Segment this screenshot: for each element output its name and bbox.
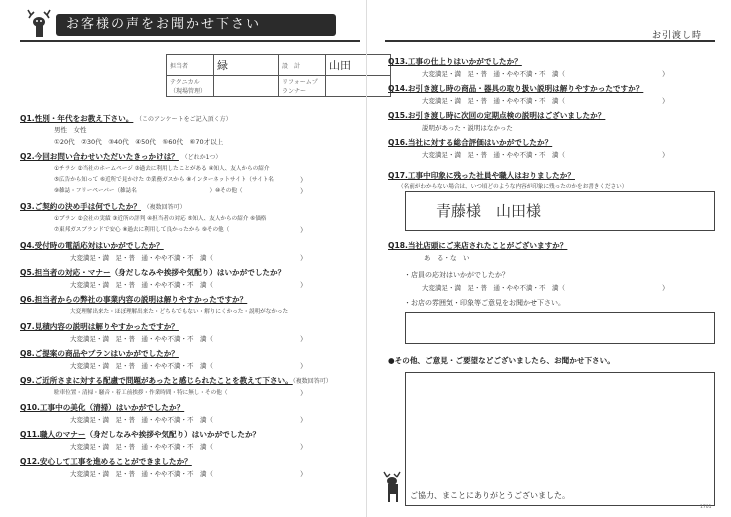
q8-rating-scale[interactable]: 大変満足・満 足・普 通・やや不満・不 満（	[70, 362, 213, 370]
q11-rating-scale[interactable]: 大変満足・満 足・普 通・やや不満・不 満（	[70, 443, 213, 451]
closing-paren: ）	[300, 443, 307, 451]
q18-staff-response-question: ・店員の応対はいかがでしたか？	[404, 271, 509, 279]
q18-visit-options[interactable]: あ る・な い	[424, 254, 470, 262]
question-q2: Q2.今回お問い合わせいただいたきっかけは？ （どれか1つ）	[20, 152, 222, 161]
closing-paren: ）	[662, 70, 669, 78]
survey-title: お客様の声をお聞かせ下さい	[56, 14, 336, 36]
q6-understanding-scale[interactable]: 大変理解出来た・ほぼ理解出来た・どちらでもない・解りにくかった・説明がなかった	[70, 309, 289, 315]
q18-impression-box[interactable]	[405, 312, 715, 344]
q17-handwritten-answer: 青藤様 山田様	[436, 202, 542, 220]
closing-paren: ）	[300, 335, 307, 343]
staff-label: リフォームプランナー	[279, 76, 326, 97]
staff-table	[166, 54, 391, 97]
other-comments-box[interactable]	[405, 372, 715, 506]
question-q1: Q1.性別・年代をお教え下さい。 （このアンケートをご記入頂く方）	[20, 114, 232, 123]
question-q16: Q16.当社に対する総合評価はいかがでしたか？	[388, 138, 553, 147]
q16-rating-scale[interactable]: 大変満足・満 足・普 通・やや不満・不 満（	[422, 151, 565, 159]
closing-paren: ）	[300, 254, 307, 262]
deer-logo-icon	[22, 6, 56, 40]
staff-label: 担当者	[167, 55, 214, 76]
closing-paren: ）	[662, 151, 669, 159]
q1-gender-options[interactable]: 男性 女性	[54, 126, 87, 134]
closing-paren: ）	[662, 284, 669, 292]
question-q11: Q11.職人のマナー（身だしなみや挨拶や気配り）はいかがでしたか？	[20, 430, 261, 439]
header-divider	[20, 40, 360, 42]
staff-value: 山田	[326, 55, 391, 76]
staff-label: テクニカル（現場管理）	[167, 76, 214, 97]
closing-paren: ）	[300, 226, 307, 234]
question-q15: Q15.お引き渡し時に次回の定期点検の説明はございましたか？	[388, 111, 606, 120]
question-q8: Q8.ご提案の商品やプランはいかがでしたか？	[20, 349, 179, 358]
question-q7: Q7.見積内容の説明は解りやすかったですか？	[20, 322, 179, 331]
handover-label: お引渡し時	[652, 31, 703, 41]
q2-options-line1[interactable]: ①チラシ ②当社のホームページ ③過去に利用したことがある ④知人、友人からの紹介	[54, 166, 270, 172]
deer-footer-icon	[380, 470, 406, 504]
closing-paren: ）	[300, 416, 307, 424]
closing-paren: ）	[300, 389, 307, 397]
question-q9: Q9.ご近所さまに対する配慮で問題があったと感じられたことを教えて下さい。（複数回答可）	[20, 376, 332, 385]
q2-options-line2[interactable]: ⑤広告から知って ⑥近所で見かけた ⑦業務ガスから ⑧インターネットサイト（サイト名	[54, 177, 274, 183]
q18-store-impression-question: ・お店の雰囲気・印象等ご意見をお聞かせ下さい。	[404, 299, 565, 307]
q7-rating-scale[interactable]: 大変満足・満 足・普 通・やや不満・不 満（	[70, 335, 213, 343]
page-fold	[366, 0, 367, 517]
q17-instruction: （名前がわからない場合は、いつ頃どのような内容が印象に残ったのかをお書きください）	[398, 184, 628, 190]
q12-rating-scale[interactable]: 大変満足・満 足・普 通・やや不満・不 満（	[70, 470, 213, 478]
q3-options-line2[interactable]: ⑦東邦ガスブランドで安心 ⑧過去に利用して良かったから ⑨その他（	[54, 227, 230, 233]
closing-paren: ）	[300, 470, 307, 478]
closing-paren: ）	[300, 362, 307, 370]
question-q10: Q10.工事中の美化（清掃）はいかがでしたか？	[20, 403, 185, 412]
q17-answer-box[interactable]	[405, 191, 715, 231]
question-q14: Q14.お引き渡し時の商品・器具の取り扱い説明は解りやすかったですか？	[388, 84, 644, 93]
q13-rating-scale[interactable]: 大変満足・満 足・普 通・やや不満・不 満（	[422, 70, 565, 78]
question-q17: Q17.工事中印象に残った社員や職人はおりましたか？	[388, 171, 575, 180]
question-q13: Q13.工事の仕上りはいかがでしたか？	[388, 57, 522, 66]
q9-options[interactable]: 駐車位置・清掃・騒音・着工前挨拶・作業時間・特に無し・その他（	[54, 390, 228, 396]
q4-rating-scale[interactable]: 大変満足・満 足・普 通・やや不満・不 満（	[70, 254, 213, 262]
thank-you-message: ご協力、まことにありがとうございました。	[410, 491, 570, 500]
q14-rating-scale[interactable]: 大変満足・満 足・普 通・やや不満・不 満（	[422, 97, 565, 105]
question-q18: Q18.当社店頭にご来店されたことがございますか？	[388, 241, 568, 250]
q18-staff-rating-scale[interactable]: 大変満足・満 足・普 通・やや不満・不 満（	[422, 284, 565, 292]
question-q12: Q12.安心して工事を進めることができましたか？	[20, 457, 192, 466]
q2-options-line3[interactable]: ⑨雑誌・フリーペーパー（雑誌名 ）⑩その他（	[54, 188, 243, 194]
closing-paren: ）	[662, 97, 669, 105]
question-q4: Q4.受付時の電話応対はいかがでしたか？	[20, 241, 164, 250]
question-q6: Q6.担当者からの弊社の事業内容の説明は解りやすかったですか？	[20, 295, 248, 304]
question-q5: Q5.担当者の対応・マナー（身だしなみや挨拶や気配り）はいかがでしたか？	[20, 268, 286, 277]
q10-rating-scale[interactable]: 大変満足・満 足・普 通・やや不満・不 満（	[70, 416, 213, 424]
closing-paren: ）	[300, 281, 307, 289]
staff-value	[326, 76, 391, 97]
staff-value	[214, 76, 279, 97]
closing-paren: ）	[300, 176, 307, 184]
staff-value: 緑	[214, 55, 279, 76]
other-comments-label: ●その他、ご意見・ご要望などございましたら、お聞かせ下さい。	[388, 356, 615, 365]
closing-paren: ）	[300, 187, 307, 195]
question-q3: Q3.ご契約の決め手は何でしたか？ （複数回答可）	[20, 202, 186, 211]
staff-label: 設 計	[279, 55, 326, 76]
q15-options[interactable]: 説明があった・説明はなかった	[422, 124, 513, 132]
q3-options-line1[interactable]: ①プラン ②会社の実績 ③近所の評判 ④担当者の対応 ⑤知人、友人からの紹介 ⑥価格	[54, 216, 267, 222]
q1-age-options[interactable]: ①20代 ②30代 ③40代 ④50代 ⑤60代 ⑥70才以上	[54, 138, 224, 146]
form-code: 1701	[700, 505, 712, 510]
q5-rating-scale[interactable]: 大変満足・満 足・普 通・やや不満・不 満（	[70, 281, 213, 289]
